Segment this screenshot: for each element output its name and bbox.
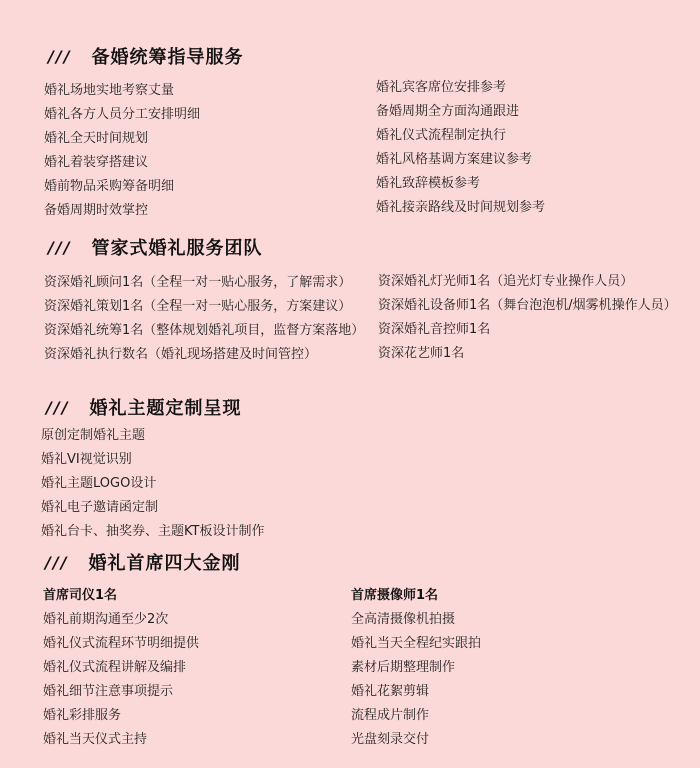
list-item: 婚礼花絮剪辑 <box>351 684 430 699</box>
heading-slash-icon: /// <box>48 46 72 66</box>
list-item: 资深花艺师1名 <box>378 346 465 361</box>
list-team-left <box>44 271 364 367</box>
list-item: 原创定制婚礼主题 <box>41 428 146 443</box>
list-item: 婚礼主题LOGO设计 <box>41 476 157 491</box>
list-item: 婚礼风格基调方案建议参考 <box>376 152 533 167</box>
list-planning-right <box>376 76 545 220</box>
mc-subtitle: 首席司仪1名 <box>43 588 118 603</box>
list-item: 资深婚礼顾问1名（全程一对一贴心服务，了解需求） <box>44 275 352 290</box>
list-item: 婚礼VI视觉识别 <box>41 452 132 467</box>
list-item: 婚礼彩排服务 <box>43 708 122 723</box>
list-item: 婚礼致辞模板参考 <box>376 176 481 191</box>
list-item: 婚礼前期沟通至少2次 <box>43 612 169 627</box>
list-item: 婚礼仪式流程环节明细提供 <box>43 636 200 651</box>
heading-title: 备婚统筹指导服务 <box>91 47 244 68</box>
heading-title: 婚礼主题定制呈现 <box>89 398 242 419</box>
list-item: 婚礼当天仪式主持 <box>43 732 148 747</box>
list-item: 婚礼场地实地考察丈量 <box>44 83 175 98</box>
list-item: 婚礼电子邀请函定制 <box>41 500 159 515</box>
heading-title: 管家式婚礼服务团队 <box>91 238 263 259</box>
list-mc <box>43 584 199 752</box>
list-item: 资深婚礼统筹1名（整体规划婚礼项目，监督方案落地） <box>44 323 365 338</box>
list-item: 婚礼宾客席位安排参考 <box>376 80 507 95</box>
list-planning-left <box>44 79 200 223</box>
list-item: 婚礼仪式流程讲解及编排 <box>43 660 187 675</box>
list-item: 资深婚礼音控师1名 <box>378 322 491 337</box>
list-item: 婚礼全天时间规划 <box>44 131 149 146</box>
list-videographer <box>351 584 481 752</box>
videographer-subtitle: 首席摄像师1名 <box>351 588 439 603</box>
list-item: 婚礼接亲路线及时间规划参考 <box>376 200 546 215</box>
list-item: 婚礼仪式流程制定执行 <box>376 128 507 143</box>
list-item: 资深婚礼灯光师1名（追光灯专业操作人员） <box>378 274 634 289</box>
heading-slash-icon: /// <box>46 397 70 417</box>
heading-slash-icon: /// <box>45 552 69 572</box>
list-theme <box>41 424 264 544</box>
list-item: 备婚周期时效掌控 <box>44 203 149 218</box>
heading-four-chief-staff <box>45 549 241 575</box>
list-item: 流程成片制作 <box>351 708 430 723</box>
list-item: 光盘刻录交付 <box>351 732 430 747</box>
heading-theme-customization <box>46 394 242 420</box>
list-item: 婚前物品采购筹备明细 <box>44 179 175 194</box>
list-item: 婚礼着装穿搭建议 <box>44 155 149 170</box>
list-item: 全高清摄像机拍摄 <box>351 612 456 627</box>
list-item: 资深婚礼执行数名（婚礼现场搭建及时间管控） <box>44 347 318 362</box>
list-team-right <box>378 270 677 366</box>
list-item: 素材后期整理制作 <box>351 660 456 675</box>
list-item: 婚礼台卡、抽奖券、主题KT板设计制作 <box>41 524 265 539</box>
heading-butler-service-team <box>48 234 263 260</box>
list-item: 婚礼细节注意事项提示 <box>43 684 174 699</box>
list-item: 资深婚礼策划1名（全程一对一贴心服务，方案建议） <box>44 299 352 314</box>
heading-wedding-planning-guidance <box>48 43 244 69</box>
heading-title: 婚礼首席四大金刚 <box>88 553 241 574</box>
list-item: 婚礼各方人员分工安排明细 <box>44 107 201 122</box>
list-item: 资深婚礼设备师1名（舞台泡泡机/烟雾机操作人员） <box>378 298 677 313</box>
heading-slash-icon: /// <box>48 237 72 257</box>
list-item: 婚礼当天全程纪实跟拍 <box>351 636 482 651</box>
list-item: 备婚周期全方面沟通跟进 <box>376 104 520 119</box>
